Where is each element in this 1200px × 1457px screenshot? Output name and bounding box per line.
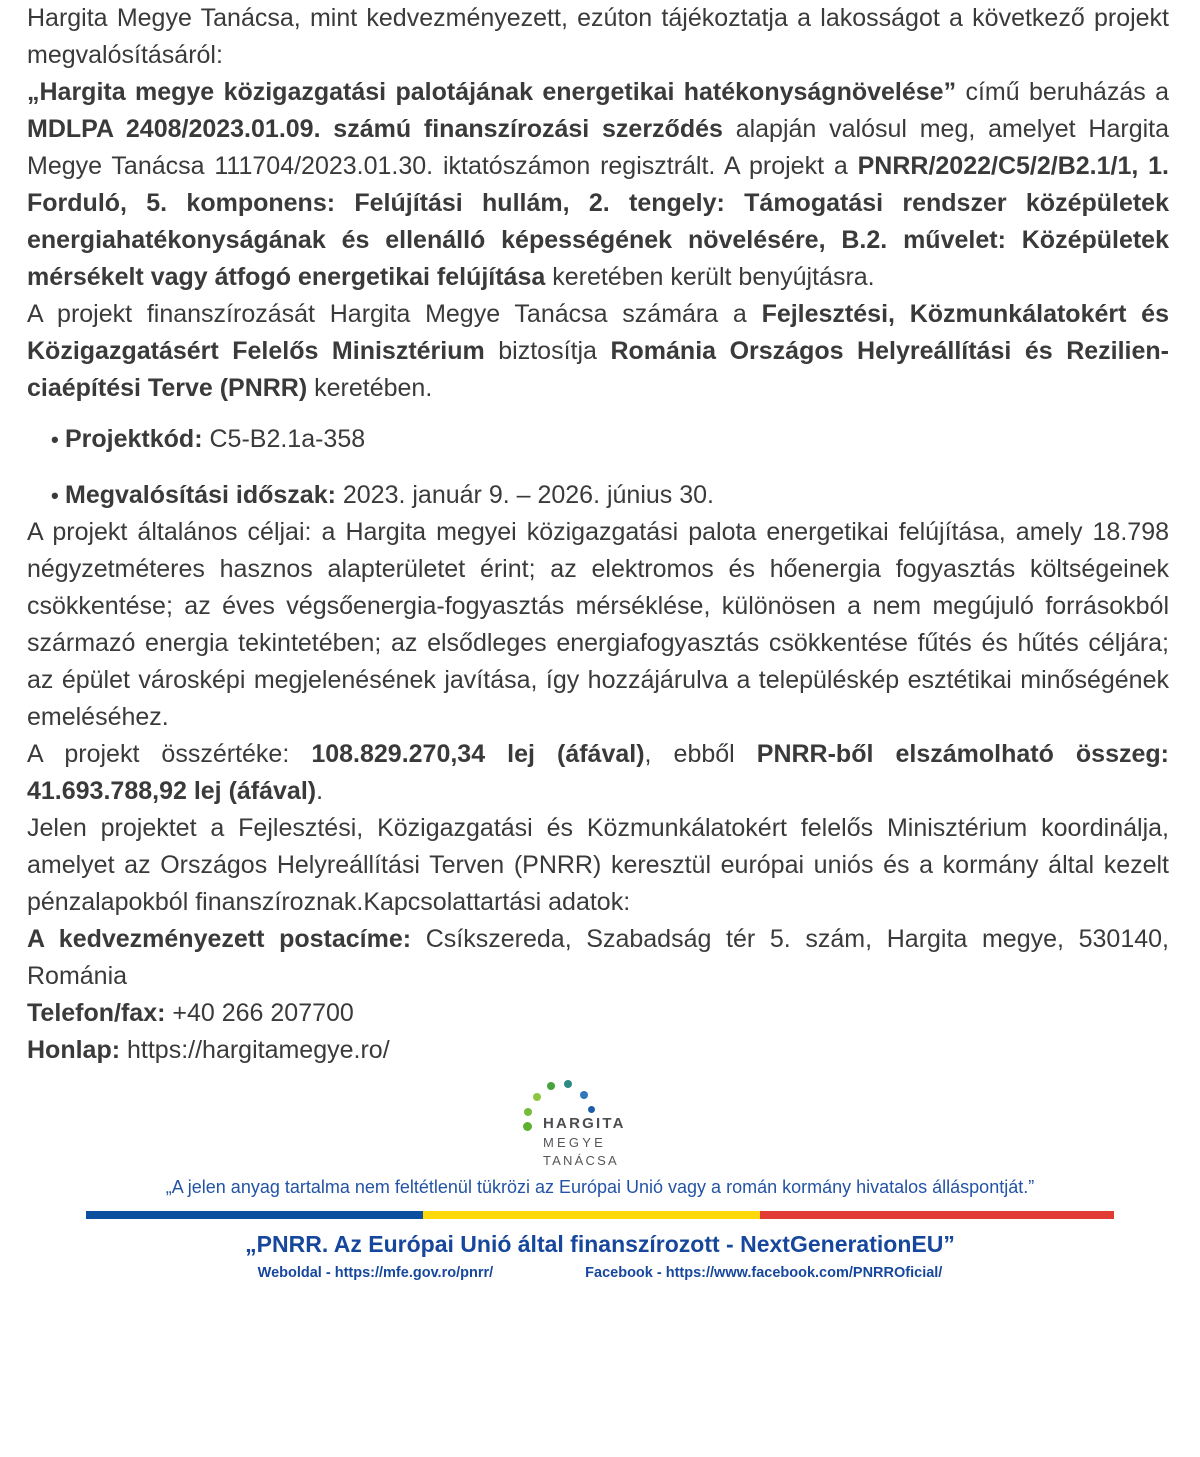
project-details-list bbox=[27, 421, 1169, 514]
logo-dot-icon bbox=[588, 1106, 595, 1113]
text-run: Telefon/fax: bbox=[27, 999, 173, 1027]
text-run: biztosítja bbox=[498, 337, 611, 365]
logo-line-hargita: HARGITA bbox=[543, 1115, 626, 1132]
text-run: https://hargitamegye.ro/ bbox=[127, 1036, 390, 1064]
intro-paragraph bbox=[27, 0, 1169, 74]
goals-paragraph bbox=[27, 514, 1169, 736]
romanian-flag-bar bbox=[86, 1211, 1114, 1219]
text-run: A projekt összértéke: bbox=[27, 740, 312, 768]
text-run: . bbox=[316, 777, 324, 805]
footer-links-row bbox=[0, 1265, 1200, 1282]
text-run: +40 266 207700 bbox=[172, 999, 354, 1027]
text-run: Hargita Megye Tanácsa, mint kedvezményezett, ezúton tájékoztatja a lakosságot a következő projekt megvalósításáról: bbox=[27, 4, 1169, 69]
logo-dot-icon bbox=[547, 1082, 555, 1090]
text-run: A projekt általános céljai: a Hargita megyei közigazgatási palota energetikai felújítása, amely 18.798 négyzetméteres hasznos alapterületet érint; az elektromos és hőenergia fogyasztás költségeinek csökkentése; az éves végsőenergia-fogyasztás mérséklése, különösen a nem megújuló forrásokból származó energia tekintetében; az elsődleges energiafogyasztás csökkentése fűtés és hűtés céljára; az épület városképi megjelenésének javítása, így hozzájárulva a településkép esztétikai minőségének emeléséhez. bbox=[27, 518, 1169, 731]
text-run: Csíkszereda, Szabadság tér 5. szám, Hargita megye, 530140, Románia bbox=[27, 925, 1169, 990]
coordination-paragraph bbox=[27, 810, 1169, 921]
text-run: Projektkód: bbox=[65, 425, 210, 453]
logo-line-tanacsa: TANÁCSA bbox=[543, 1153, 619, 1168]
project-title-paragraph bbox=[27, 74, 1169, 296]
text-run: A projekt finanszírozását Hargita Megye Tanácsa számára a bbox=[27, 300, 762, 328]
text-run: C5-B2.1a-358 bbox=[209, 425, 366, 453]
eu-disclaimer-text: „A jelen anyag tartalma nem feltétlenül tükrözi az Európai Unió vagy a román kormány hivatalos álláspontját.” bbox=[165, 1177, 1035, 1197]
website-paragraph bbox=[27, 1032, 1169, 1069]
value-paragraph bbox=[27, 736, 1169, 810]
website-link-text: Weboldal - https://mfe.gov.ro/pnrr/ bbox=[257, 1265, 494, 1281]
logo-dot-icon bbox=[564, 1080, 572, 1088]
text-run: , ebből bbox=[644, 740, 757, 768]
list-item-project-code bbox=[27, 421, 1169, 458]
text-run: Megvalósítási időszak: bbox=[65, 481, 343, 509]
text-run: PNRR-ből elszámolható összeg: 41.693.788,92 lej (áfával) bbox=[27, 740, 1169, 805]
list-item-implementation-period bbox=[27, 477, 1169, 514]
text-run: című beruházás a bbox=[965, 78, 1169, 106]
text-run: Fejlesztési, Közmunkálatokért és Közigazgatásért Felelős Minisztérium bbox=[27, 300, 1169, 365]
text-run: alapján valósul meg, amelyet Hargita Megye Tanácsa 111704/2023.01.30. iktatószámon regisztrált. A projekt a bbox=[27, 115, 1169, 180]
text-run: keretében. bbox=[314, 374, 433, 402]
logo-dot-icon bbox=[580, 1091, 588, 1099]
flag-segment-blue bbox=[86, 1211, 423, 1219]
hargita-county-council-logo bbox=[517, 1075, 647, 1169]
text-run: 108.829.270,34 lej (áfával) bbox=[311, 740, 645, 768]
text-run: 2023. január 9. – 2026. június 30. bbox=[342, 481, 714, 509]
logo-line-megye: MEGYE bbox=[543, 1135, 606, 1150]
pnrr-funding-statement: „PNRR. Az Európai Unió által finanszírozott - NextGenerationEU” bbox=[245, 1231, 955, 1257]
financing-paragraph bbox=[27, 296, 1169, 407]
text-run: Jelen projektet a Fejlesztési, Közigazgatási és Közmunkálatokért felelős Minisztérium koordinálja, amelyet az Országos Helyreállítási Terven (PNRR) keresztül európai uniós és a kormány által kezelt pénzalapokból finanszíroznak.Kapcsolattartási adatok: bbox=[27, 814, 1169, 916]
phone-fax-paragraph bbox=[27, 995, 1169, 1032]
logo-dot-icon bbox=[533, 1093, 541, 1101]
text-run: PNRR/2022/C5/2/B2.1/1, 1. Forduló, 5. komponens: Felújítási hullám, 2. tengely: Támogatási rendszer középületek energiahatékonyságának és ellenálló képességének növelésére, B.2. művelet: Középületek mérsékelt vagy átfogó energetikai felújítása bbox=[27, 152, 1169, 291]
text-run: A kedvezményezett postacíme: bbox=[27, 925, 426, 953]
text-run: Románia Országos Helyreállítási és Rezilienciaépítési Terve (PNRR) bbox=[27, 337, 1169, 402]
text-run: MDLPA 2408/2023.01.09. számú finanszírozási szerződés bbox=[27, 115, 736, 143]
facebook-link-text: Facebook - https://www.facebook.com/PNRROficial/ bbox=[585, 1265, 943, 1281]
flag-segment-yellow bbox=[423, 1211, 760, 1219]
logo-text bbox=[543, 1115, 626, 1168]
postal-address-paragraph bbox=[27, 921, 1169, 995]
text-run: Honlap: bbox=[27, 1036, 127, 1064]
text-run: „Hargita megye közigazgatási palotájának energetikai hatékonyságnövelése” bbox=[27, 78, 966, 106]
logo-dot-icon bbox=[524, 1108, 532, 1116]
logo-dot-icon bbox=[523, 1122, 532, 1131]
text-run: keretében került benyújtásra. bbox=[552, 263, 875, 291]
flag-segment-red bbox=[760, 1211, 1114, 1219]
